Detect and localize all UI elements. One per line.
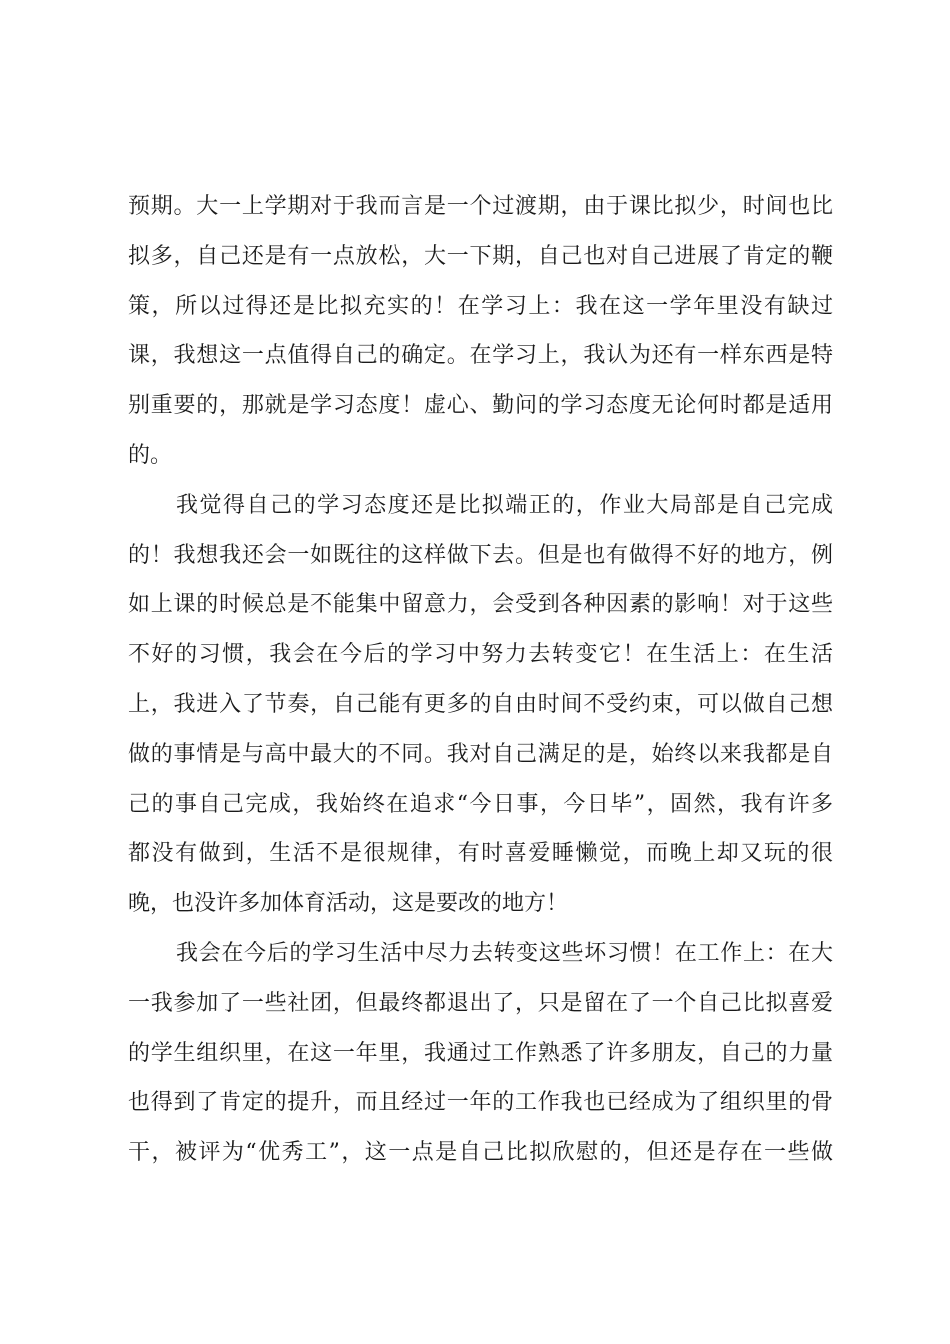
text-line: 不好的习惯，我会在今后的学习中努力去转变它！在生活上：在生活 bbox=[128, 642, 833, 668]
text-line: 预期。大一上学期对于我而言是一个过渡期，由于课比拟少，时间也比 bbox=[128, 194, 833, 219]
text-line: 也得到了肯定的提升，而且经过一年的工作我也已经成为了组织里的骨 bbox=[128, 1090, 833, 1116]
text-line: 课，我想这一点值得自己的确定。在学习上，我认为还有一样东西是特 bbox=[128, 343, 833, 369]
text-line: 如上课的时候总是不能集中留意力，会受到各种因素的影响！对于这些 bbox=[128, 592, 833, 618]
text-line: 的！我想我还会一如既往的这样做下去。但是也有做得不好的地方，例 bbox=[128, 542, 833, 568]
text-line: 干，被评为“优秀工”，这一点是自己比拟欣慰的，但还是存在一些做 bbox=[128, 1140, 833, 1166]
text-line: 的学生组织里，在这一年里，我通过工作熟悉了许多朋友，自己的力量 bbox=[128, 1040, 833, 1066]
text-line: 拟多，自己还是有一点放松，大一下期，自己也对自己进展了肯定的鞭 bbox=[128, 243, 833, 269]
paragraph-first-line: 我觉得自己的学习态度还是比拟端正的，作业大局部是自己完成 bbox=[176, 492, 833, 518]
text-line: 别重要的，那就是学习态度！虚心、勤问的学习态度无论何时都是适用 bbox=[128, 393, 833, 419]
text-line: 己的事自己完成，我始终在追求“今日事，今日毕”，固然，我有许多 bbox=[128, 791, 833, 817]
text-line: 一我参加了一些社团，但最终都退出了，只是留在了一个自己比拟喜爱 bbox=[128, 990, 833, 1016]
text-line: 的。 bbox=[128, 442, 173, 468]
paragraph-first-line: 我会在今后的学习生活中尽力去转变这些坏习惯！在工作上：在大 bbox=[176, 940, 833, 966]
text-line: 都没有做到，生活不是很规律，有时喜爱睡懒觉，而晚上却又玩的很 bbox=[128, 841, 833, 867]
body-text bbox=[128, 182, 833, 1178]
text-line: 上，我进入了节奏，自己能有更多的自由时间不受约束，可以做自己想 bbox=[128, 691, 833, 717]
text-line: 做的事情是与高中最大的不同。我对自己满足的是，始终以来我都是自 bbox=[128, 741, 833, 767]
text-line: 晚，也没许多加体育活动，这是要改的地方！ bbox=[128, 891, 569, 917]
text-line: 策，所以过得还是比拟充实的！在学习上：我在这一学年里没有缺过 bbox=[128, 293, 833, 319]
